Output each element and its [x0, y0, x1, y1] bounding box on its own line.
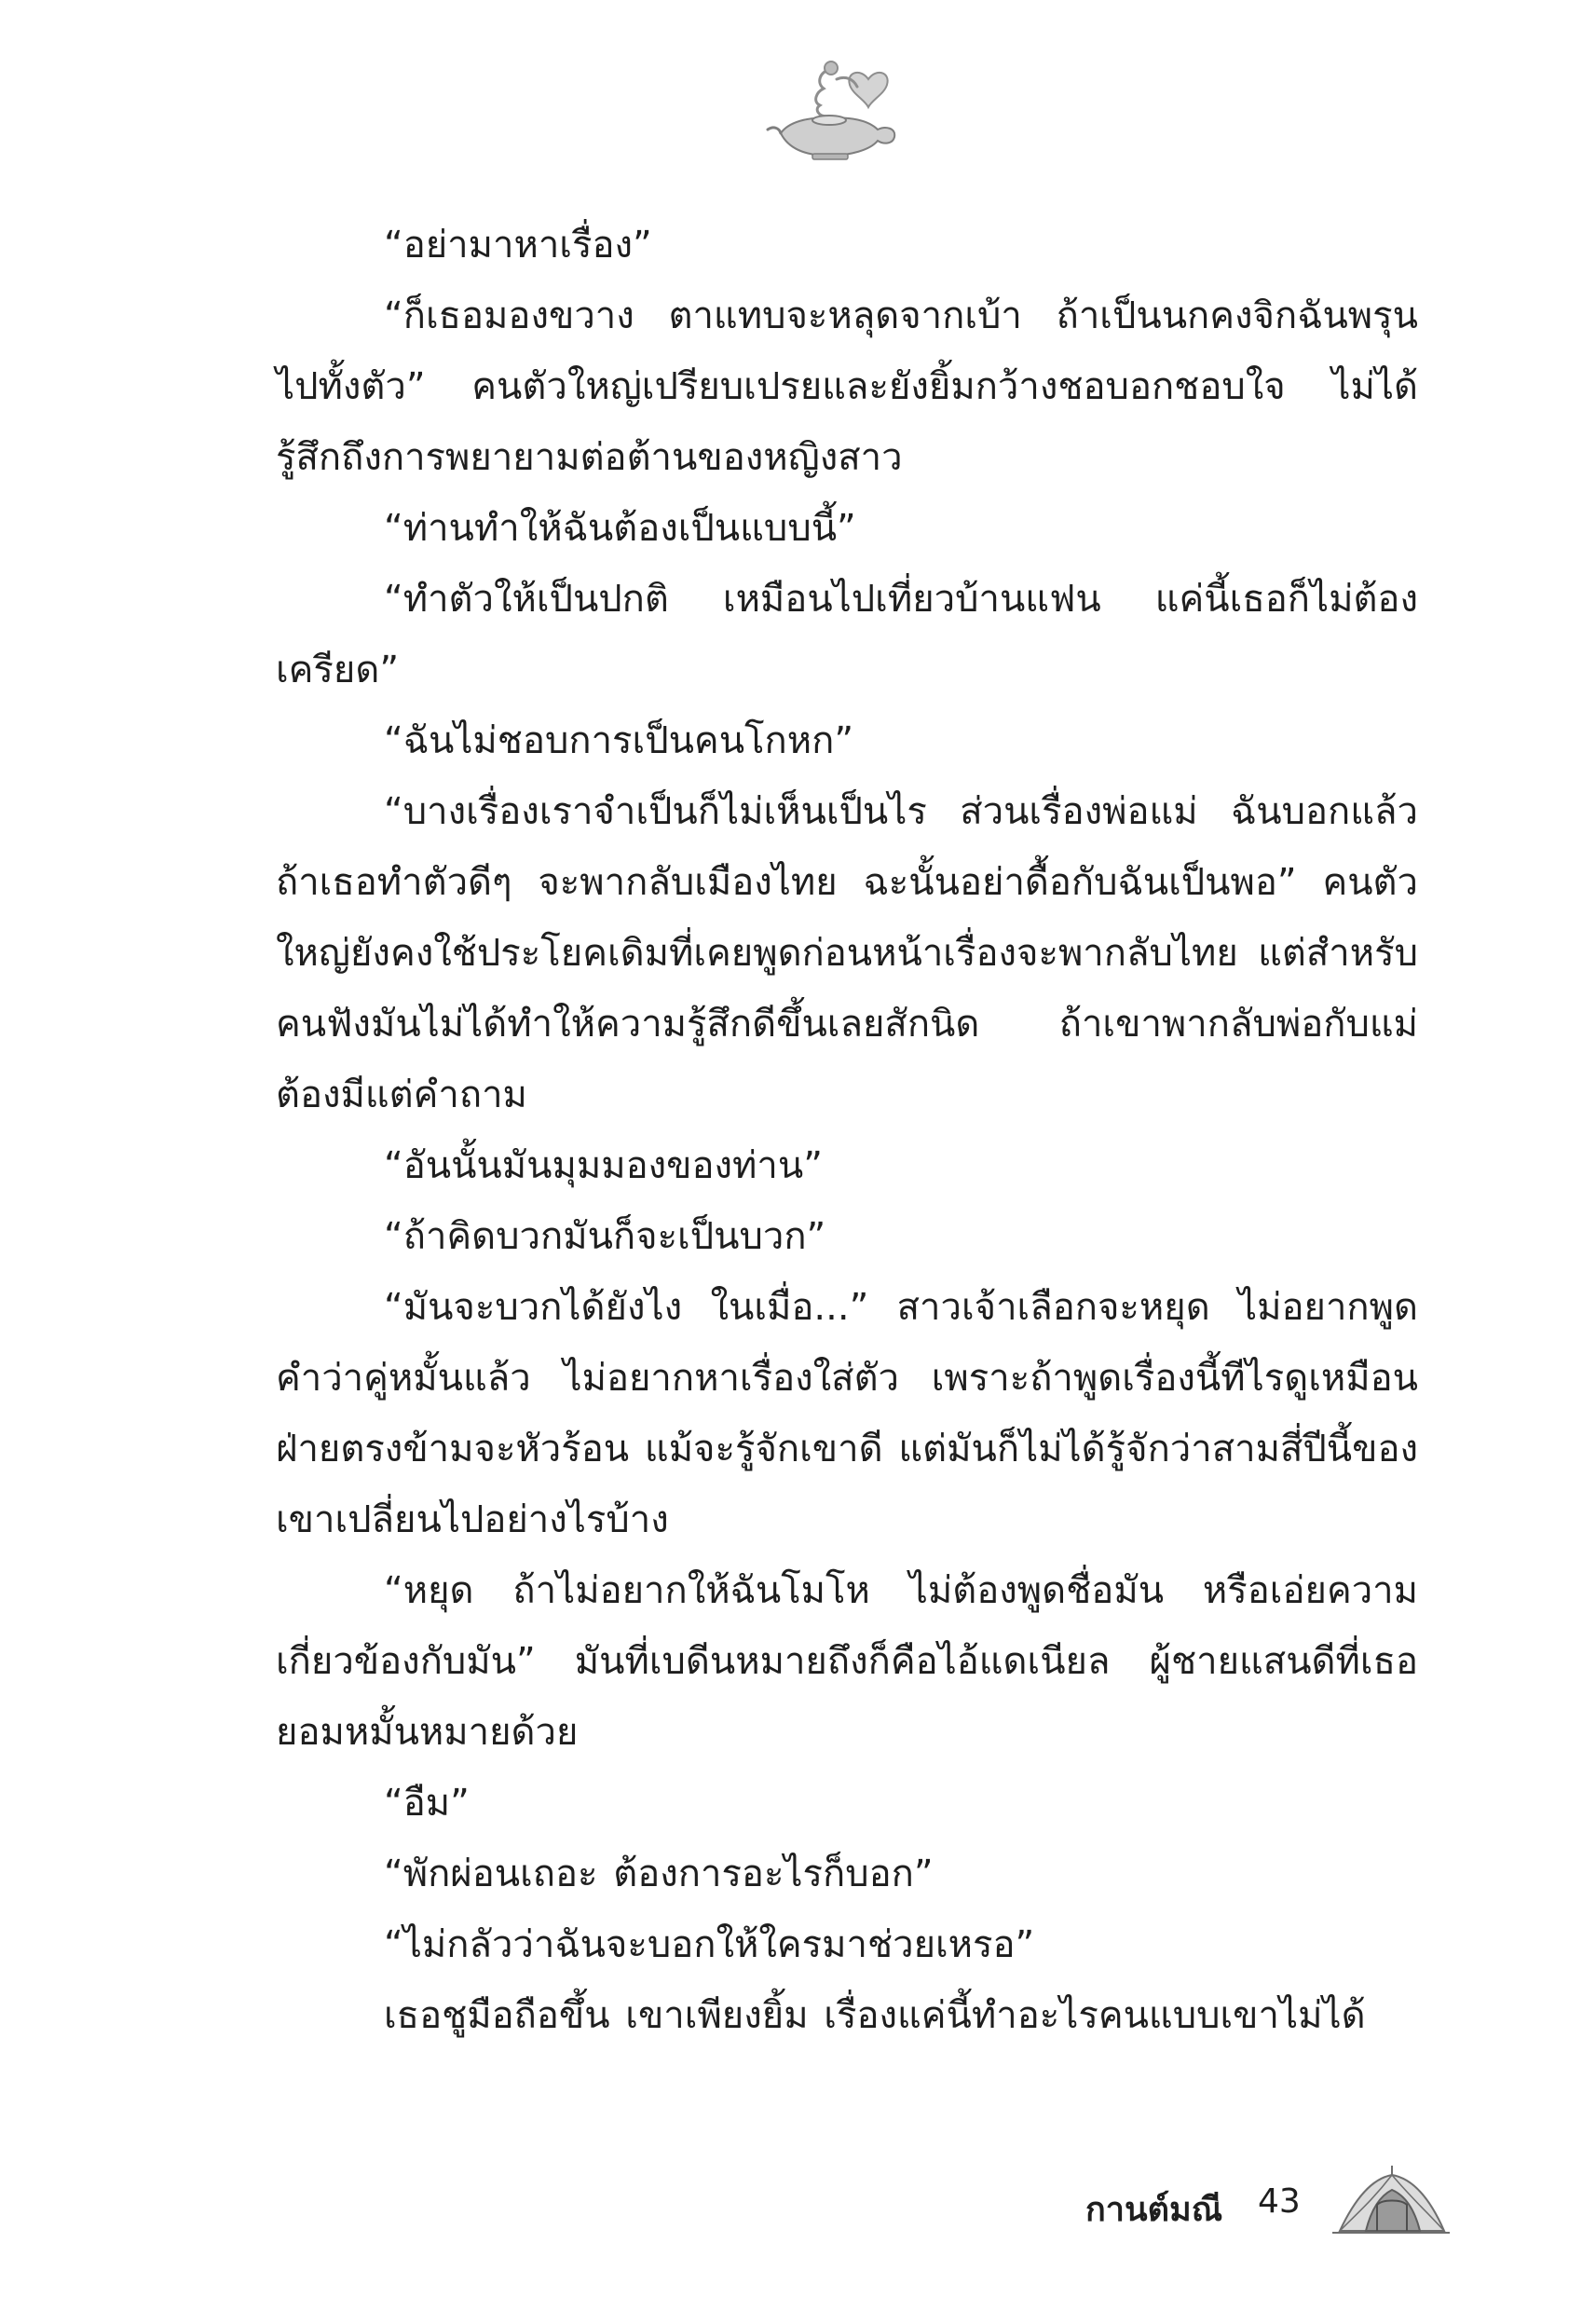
footer-author: กานต์มณี	[1085, 2191, 1223, 2229]
paragraph: “ทำตัวให้เป็นปกติ เหมือนไปเที่ยวบ้านแฟน แค่นี้เธอก็ไม่ต้องเครียด”	[276, 578, 1418, 691]
paragraph: “ฉันไม่ชอบการเป็นคนโกหก”	[384, 719, 854, 762]
paragraph: “มันจะบวกได้ยังไง ในเมื่อ...” สาวเจ้าเลือกจะหยุด ไม่อยากพูดคำว่าคู่หมั้นแล้ว ไม่อยากหาเรื่องใส่ตัว เพราะถ้าพูดเรื่องนี้ทีไรดูเหมือนฝ่ายตรงข้ามจะหัวร้อน แม้จะรู้จักเขาดี แต่มันก็ไม่ได้รู้จักว่าสามสี่ปีนี้ของเขาเปลี่ยนไปอย่างไรบ้าง	[276, 1286, 1418, 1541]
genie-lamp-icon	[764, 51, 904, 163]
paragraph: “อย่ามาหาเรื่อง”	[384, 224, 652, 267]
paragraph: “ก็เธอมองขวาง ตาแทบจะหลุดจากเบ้า ถ้าเป็นนกคงจิกฉันพรุนไปทั้งตัว” คนตัวใหญ่เปรียบเปรยและยังยิ้มกว้างชอบอกชอบใจ ไม่ได้รู้สึกถึงการพยายามต่อต้านของหญิงสาว	[276, 294, 1418, 479]
body-text	[276, 210, 1418, 2051]
page-number: 43	[1258, 2182, 1301, 2221]
paragraph: “ท่านทำให้ฉันต้องเป็นแบบนี้”	[384, 507, 856, 550]
paragraph: “หยุด ถ้าไม่อยากให้ฉันโมโห ไม่ต้องพูดชื่อมัน หรือเอ่ยความเกี่ยวข้องกับมัน” มันที่เบดีนหมายถึงก็คือไอ้แดเนียล ผู้ชายแสนดีที่เธอยอมหมั้นหมายด้วย	[276, 1569, 1418, 1754]
paragraph: “อืม”	[384, 1782, 470, 1825]
paragraph: เธอชูมือถือขึ้น เขาเพียงยิ้ม เรื่องแค่นี้ทำอะไรคนแบบเขาไม่ได้	[384, 1994, 1366, 2037]
page-footer	[0, 2162, 1596, 2246]
tent-icon	[1330, 2162, 1452, 2236]
paragraph: “ถ้าคิดบวกมันก็จะเป็นบวก”	[384, 1215, 826, 1258]
paragraph: “บางเรื่องเราจำเป็นก็ไม่เห็นเป็นไร ส่วนเรื่องพ่อแม่ ฉันบอกแล้ว ถ้าเธอทำตัวดีๆ จะพากลับเมืองไทย ฉะนั้นอย่าดื้อกับฉันเป็นพอ” คนตัวใหญ่ยังคงใช้ประโยคเดิมที่เคยพูดก่อนหน้าเรื่องจะพากลับไทย แต่สำหรับคนฟังมันไม่ได้ทำให้ความรู้สึกดีขึ้นเลยสักนิด ถ้าเขาพากลับพ่อกับแม่ต้องมีแต่คำถาม	[276, 790, 1418, 1116]
paragraph: “ไม่กลัวว่าฉันจะบอกให้ใครมาช่วยเหรอ”	[384, 1923, 1035, 1966]
paragraph: “พักผ่อนเถอะ ต้องการอะไรก็บอก”	[384, 1853, 934, 1895]
paragraph: “อันนั้นมันมุมมองของท่าน”	[384, 1144, 823, 1187]
